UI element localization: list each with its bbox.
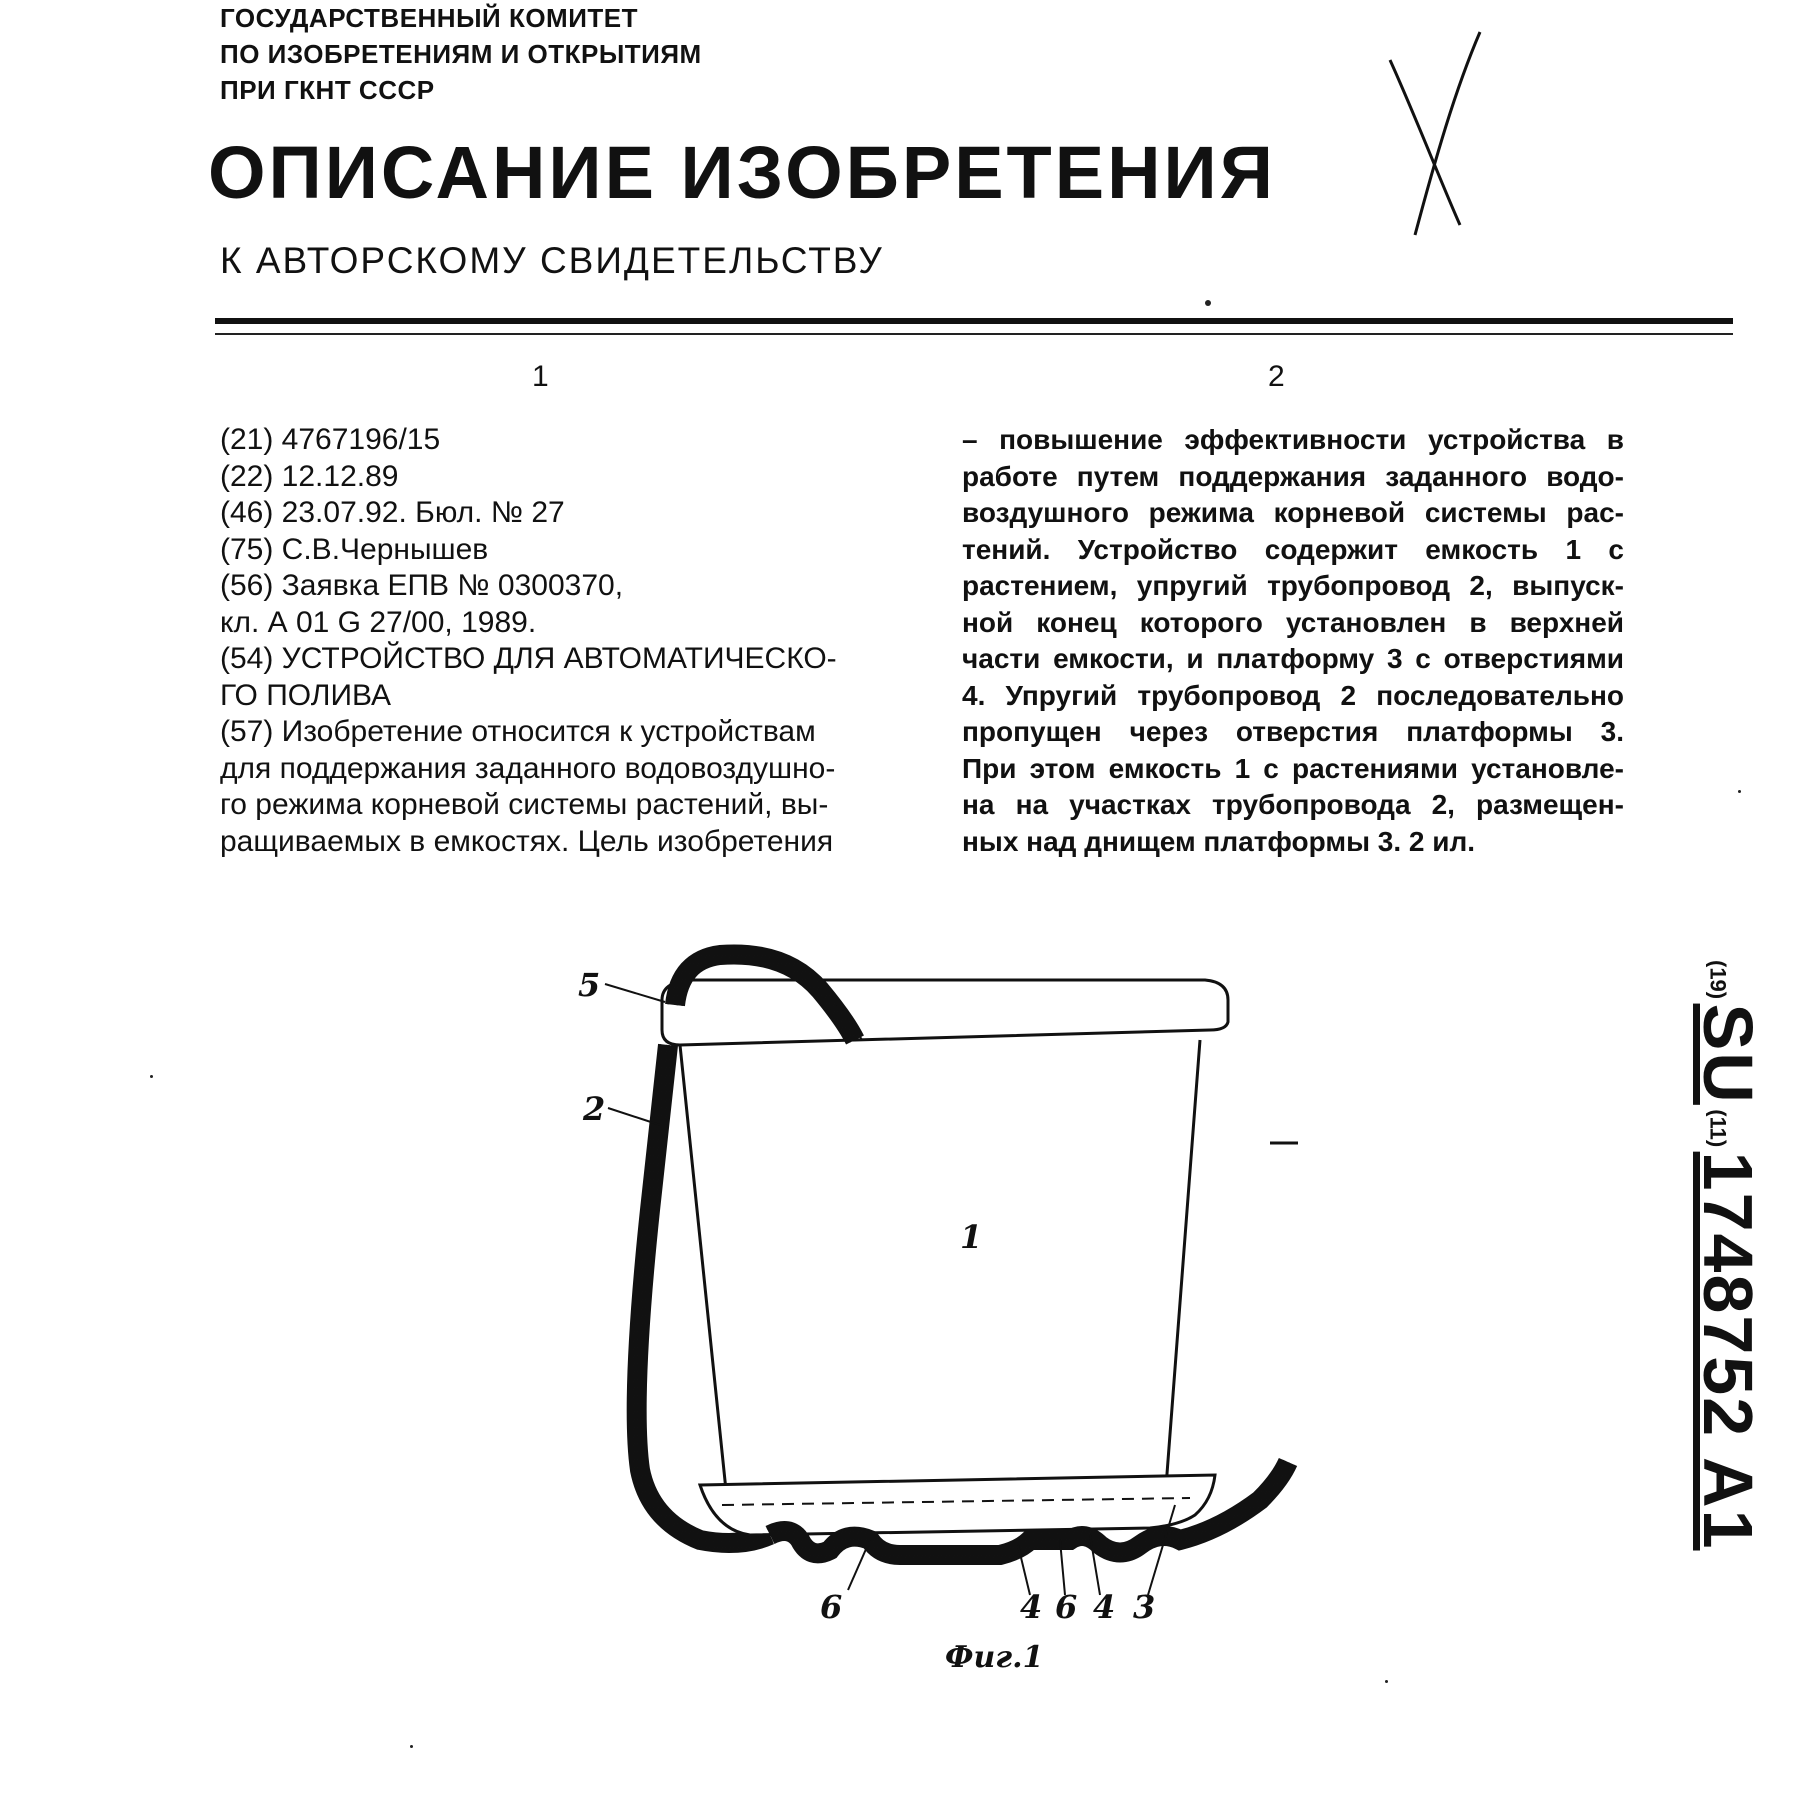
text-line: (46) 23.07.92. Бюл. № 27	[220, 496, 565, 529]
text-line: (56) Заявка ЕПВ № 0300370,	[220, 569, 624, 602]
label-6a: 6	[820, 1588, 843, 1626]
document-subtitle: К АВТОРСКОМУ СВИДЕТЕЛЬСТВУ	[220, 240, 884, 281]
text-line: (57) Изобретение относится к устройствам	[220, 715, 816, 748]
committee-line: ПРИ ГКНТ СССР	[220, 75, 435, 105]
column-number-right: 2	[1268, 360, 1285, 393]
scan-speck	[1385, 1680, 1388, 1683]
patent-number-block	[1648, 960, 1768, 1680]
pot-rim	[662, 980, 1228, 1045]
committee-line: ПО ИЗОБРЕТЕНИЯМ И ОТКРЫТИЯМ	[220, 39, 702, 69]
text-line: ращиваемых в емкостях. Цель изобретения	[220, 824, 834, 858]
committee-line: ГОСУДАРСТВЕННЫЙ КОМИТЕТ	[220, 3, 638, 33]
text-line: ной конец которого установлен в верхней	[962, 606, 1624, 638]
column-number-left: 1	[532, 360, 549, 393]
label-4a: 4	[1020, 1588, 1043, 1626]
text-line: работе путем поддержания заданного водо-	[962, 460, 1624, 492]
pot-body	[680, 1040, 1200, 1518]
text-line: для поддержания заданного водовоздушно-	[220, 751, 836, 785]
text-line: (75) С.В.Чернышев	[220, 532, 489, 566]
label-container: 1	[960, 1218, 983, 1256]
label-hose: 2	[583, 1090, 606, 1128]
text-line: (21) 4767196/15	[220, 423, 441, 456]
label-platform: 3	[1133, 1588, 1156, 1626]
scan-speck	[1738, 790, 1741, 793]
text-line: 4. Упругий трубопровод 2 последовательно	[962, 679, 1624, 711]
text-line: части емкости, и платформу 3 с отверстиями	[962, 643, 1624, 674]
text-line: – повышение эффективности устройства в	[962, 424, 1624, 455]
figure-caption: Фиг.1	[945, 1640, 1044, 1675]
label-6b: 6	[1055, 1588, 1078, 1626]
scan-speck	[1205, 300, 1211, 306]
country-code: SU	[1689, 1003, 1767, 1105]
text-line: го режима корневой системы растений, вы-	[220, 788, 829, 821]
text-line: пропущен через отверстия платформы 3.	[962, 716, 1624, 747]
label-4b: 4	[1093, 1588, 1116, 1626]
scan-speck	[410, 1745, 413, 1748]
text-line: воздушного режима корневой системы рас-	[962, 497, 1624, 528]
text-line: При этом емкость 1 с растениями установле-	[962, 752, 1624, 784]
patent-number: 1748752 A1	[1689, 1151, 1767, 1551]
label-hose-outlet: 5	[578, 966, 601, 1004]
scan-speck	[150, 1075, 153, 1078]
text-line: (54) УСТРОЙСТВО ДЛЯ АВТОМАТИЧЕСКО-	[220, 642, 837, 675]
code-11: (11)	[1705, 1109, 1731, 1148]
text-line: на на участках трубопровода 2, размещен-	[962, 789, 1624, 820]
text-line: тений. Устройство содержит емкость 1 с	[962, 533, 1624, 565]
document-title: ОПИСАНИЕ ИЗОБРЕТЕНИЯ	[208, 131, 1276, 214]
text-line: (22) 12.12.89	[220, 459, 399, 493]
code-19: (19)	[1705, 960, 1731, 1000]
text-line: ГО ПОЛИВА	[220, 678, 392, 712]
text-line: кл. А 01 G 27/00, 1989.	[220, 605, 537, 639]
text-line: растением, упругий трубопровод 2, выпуск-	[962, 570, 1624, 601]
text-line: ных над днищем платформы 3. 2 ил.	[962, 825, 1476, 857]
